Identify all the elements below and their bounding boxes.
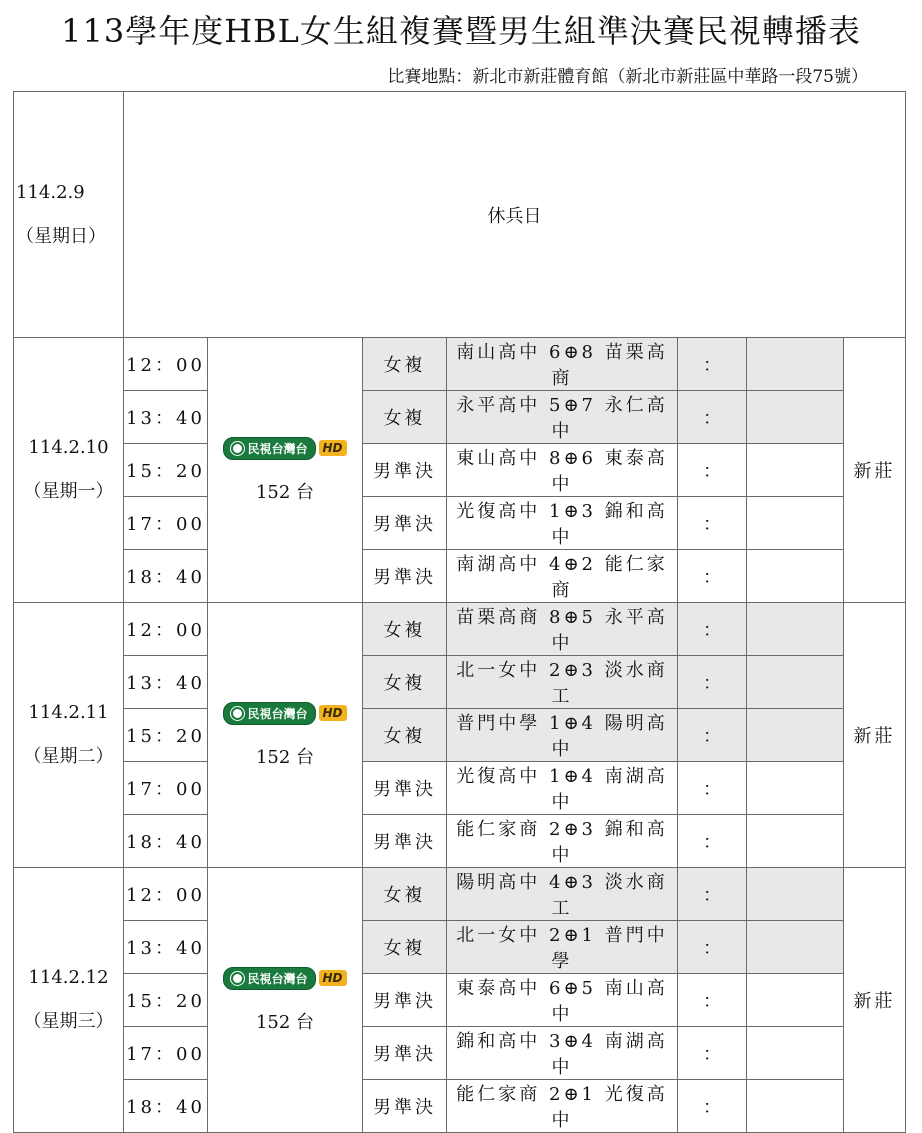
- game-row: [14, 444, 906, 497]
- date-cell: [14, 868, 124, 1133]
- venue-info: 比賽地點：新北市新莊體育館（新北市新莊區中華路一段75號）: [387, 67, 868, 87]
- time-cell: 17：00: [124, 497, 208, 550]
- time-cell: 18：40: [124, 815, 208, 868]
- score-cell: ：: [678, 656, 747, 709]
- matchup-cell: 能仁家商 2⊕1 光復高中: [447, 1080, 678, 1133]
- game-row: [14, 497, 906, 550]
- page-title: 113學年度HBL女生組複賽暨男生組準決賽民視轉播表: [61, 12, 861, 50]
- weekday-text: （星期三）: [23, 1011, 114, 1032]
- division-cell: 男準決: [363, 1080, 447, 1133]
- note-cell: [747, 762, 844, 815]
- note-cell: [747, 709, 844, 762]
- score-cell: ：: [678, 338, 747, 391]
- division-cell: 男準決: [363, 497, 447, 550]
- date-cell: [14, 603, 124, 868]
- game-row: [14, 709, 906, 762]
- matchup-cell: 錦和高中 3⊕4 南湖高中: [447, 1027, 678, 1080]
- game-row: [14, 974, 906, 1027]
- time-cell: 18：40: [124, 550, 208, 603]
- division-cell: 女複: [363, 921, 447, 974]
- hd-badge: HD: [319, 970, 347, 986]
- score-cell: ：: [678, 921, 747, 974]
- note-cell: [747, 338, 844, 391]
- division-cell: 女複: [363, 868, 447, 921]
- channel-cell: [208, 338, 363, 603]
- game-row: [14, 1080, 906, 1133]
- division-cell: 女複: [363, 603, 447, 656]
- game-row: [14, 391, 906, 444]
- ftv-logo: 民視台灣台 HD: [223, 967, 346, 990]
- weekday-text: （星期二）: [23, 746, 114, 767]
- time-cell: 12：00: [124, 338, 208, 391]
- rest-day-label: 休兵日: [124, 92, 906, 338]
- ftv-logo: 民視台灣台 HD: [223, 702, 346, 725]
- division-cell: 女複: [363, 656, 447, 709]
- rest-day-row: [14, 92, 906, 338]
- weekday-text: （星期日）: [16, 225, 106, 247]
- game-row: [14, 338, 906, 391]
- note-cell: [747, 974, 844, 1027]
- score-cell: ：: [678, 1080, 747, 1133]
- date-text: 114.2.10: [28, 437, 109, 458]
- note-cell: [747, 391, 844, 444]
- matchup-cell: 南山高中 6⊕8 苗栗高商: [447, 338, 678, 391]
- time-cell: 13：40: [124, 391, 208, 444]
- ftv-logo-icon: [231, 972, 244, 985]
- matchup-cell: 苗栗高商 8⊕5 永平高中: [447, 603, 678, 656]
- division-cell: 男準決: [363, 815, 447, 868]
- channel-cell: [208, 603, 363, 868]
- score-cell: ：: [678, 1027, 747, 1080]
- time-cell: 13：40: [124, 921, 208, 974]
- note-cell: [747, 603, 844, 656]
- division-cell: 男準決: [363, 974, 447, 1027]
- matchup-cell: 光復高中 1⊕3 錦和高中: [447, 497, 678, 550]
- matchup-cell: 東山高中 8⊕6 東泰高中: [447, 444, 678, 497]
- ftv-logo-icon: [231, 707, 244, 720]
- location-cell: 新莊: [844, 603, 906, 868]
- game-row: [14, 656, 906, 709]
- division-cell: 男準決: [363, 762, 447, 815]
- ftv-logo-icon: [231, 442, 244, 455]
- date-cell: [14, 338, 124, 603]
- time-cell: 12：00: [124, 603, 208, 656]
- matchup-cell: 南湖高中 4⊕2 能仁家商: [447, 550, 678, 603]
- matchup-cell: 北一女中 2⊕3 淡水商工: [447, 656, 678, 709]
- matchup-cell: 東泰高中 6⊕5 南山高中: [447, 974, 678, 1027]
- note-cell: [747, 497, 844, 550]
- game-row: [14, 550, 906, 603]
- time-cell: 15：20: [124, 974, 208, 1027]
- time-cell: 13：40: [124, 656, 208, 709]
- game-row: [14, 815, 906, 868]
- date-cell: [14, 92, 124, 338]
- note-cell: [747, 921, 844, 974]
- hd-badge: HD: [319, 705, 347, 721]
- time-cell: 15：20: [124, 709, 208, 762]
- matchup-cell: 普門中學 1⊕4 陽明高中: [447, 709, 678, 762]
- broadcast-schedule-table: [13, 91, 906, 1133]
- score-cell: ：: [678, 815, 747, 868]
- division-cell: 女複: [363, 709, 447, 762]
- score-cell: ：: [678, 444, 747, 497]
- hd-badge: HD: [319, 440, 347, 456]
- time-cell: 17：00: [124, 1027, 208, 1080]
- note-cell: [747, 868, 844, 921]
- score-cell: ：: [678, 497, 747, 550]
- weekday-text: （星期一）: [23, 481, 114, 502]
- game-row: [14, 603, 906, 656]
- matchup-cell: 能仁家商 2⊕3 錦和高中: [447, 815, 678, 868]
- date-text: 114.2.11: [28, 702, 109, 723]
- matchup-cell: 北一女中 2⊕1 普門中學: [447, 921, 678, 974]
- division-cell: 男準決: [363, 550, 447, 603]
- matchup-cell: 陽明高中 4⊕3 淡水商工: [447, 868, 678, 921]
- channel-cell: [208, 868, 363, 1133]
- score-cell: ：: [678, 709, 747, 762]
- date-text: 114.2.9: [16, 181, 85, 203]
- division-cell: 男準決: [363, 444, 447, 497]
- date-text: 114.2.12: [28, 967, 109, 988]
- score-cell: ：: [678, 603, 747, 656]
- division-cell: 女複: [363, 338, 447, 391]
- time-cell: 15：20: [124, 444, 208, 497]
- matchup-cell: 永平高中 5⊕7 永仁高中: [447, 391, 678, 444]
- game-row: [14, 868, 906, 921]
- note-cell: [747, 1027, 844, 1080]
- ftv-logo: 民視台灣台 HD: [223, 437, 346, 460]
- score-cell: ：: [678, 391, 747, 444]
- matchup-cell: 光復高中 1⊕4 南湖高中: [447, 762, 678, 815]
- score-cell: ：: [678, 550, 747, 603]
- game-row: [14, 1027, 906, 1080]
- note-cell: [747, 1080, 844, 1133]
- channel-number: 152 台: [255, 1011, 315, 1033]
- channel-number: 152 台: [255, 746, 315, 768]
- channel-number: 152 台: [255, 481, 315, 503]
- division-cell: 女複: [363, 391, 447, 444]
- game-row: [14, 921, 906, 974]
- time-cell: 12：00: [124, 868, 208, 921]
- note-cell: [747, 444, 844, 497]
- score-cell: ：: [678, 974, 747, 1027]
- time-cell: 18：40: [124, 1080, 208, 1133]
- time-cell: 17：00: [124, 762, 208, 815]
- score-cell: ：: [678, 868, 747, 921]
- note-cell: [747, 815, 844, 868]
- game-row: [14, 762, 906, 815]
- score-cell: ：: [678, 762, 747, 815]
- note-cell: [747, 656, 844, 709]
- location-cell: 新莊: [844, 868, 906, 1133]
- location-cell: 新莊: [844, 338, 906, 603]
- division-cell: 男準決: [363, 1027, 447, 1080]
- note-cell: [747, 550, 844, 603]
